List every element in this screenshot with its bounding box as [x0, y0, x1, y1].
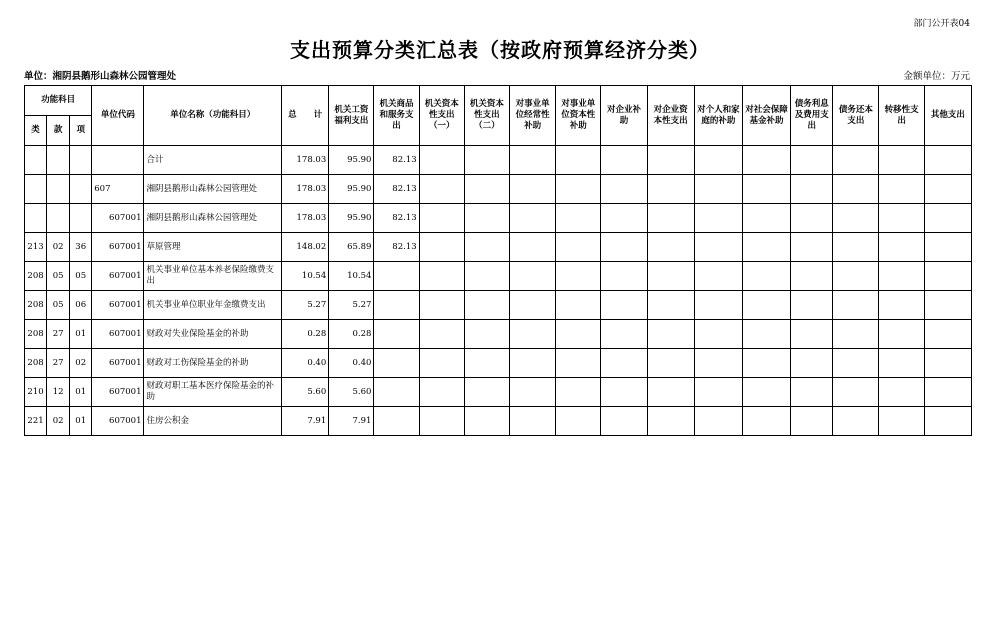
page-title: 支出预算分类汇总表（按政府预算经济分类） [290, 38, 710, 62]
expenditure-table [24, 85, 972, 436]
row-c14 [924, 204, 971, 233]
row-c9 [694, 407, 742, 436]
row-c13 [879, 262, 924, 291]
row-c14 [924, 320, 971, 349]
row-c9 [694, 320, 742, 349]
row-c10 [742, 378, 790, 407]
row-c12 [833, 291, 879, 320]
row-unit-code: 607001 [92, 349, 144, 378]
row-c6 [556, 204, 601, 233]
unit-name-label: 单位：湘阴县鹅形山森林公园管理处 [24, 71, 177, 82]
header-c6: 对事业单位资本性补助 [556, 86, 601, 146]
row-c10 [742, 175, 790, 204]
row-c2: 82.13 [374, 146, 419, 175]
row-c13 [879, 349, 924, 378]
row-lei: 208 [25, 320, 47, 349]
row-c1: 0.28 [329, 320, 374, 349]
row-c9 [694, 204, 742, 233]
row-c5 [510, 407, 556, 436]
table-row [25, 204, 972, 233]
row-c4 [464, 349, 509, 378]
row-kuan: 27 [47, 349, 70, 378]
row-c7 [601, 146, 647, 175]
row-xiang [70, 204, 92, 233]
row-unit-code: 607001 [92, 291, 144, 320]
row-xiang: 02 [70, 349, 92, 378]
row-c4 [464, 204, 509, 233]
row-c5 [510, 262, 556, 291]
row-lei: 210 [25, 378, 47, 407]
row-c7 [601, 262, 647, 291]
table-row [25, 407, 972, 436]
row-c2 [374, 407, 419, 436]
row-total: 7.91 [282, 407, 329, 436]
row-unit-name: 合计 [144, 146, 282, 175]
row-c11 [791, 204, 833, 233]
row-c8 [647, 320, 694, 349]
row-lei: 208 [25, 349, 47, 378]
row-unit-code: 607001 [92, 262, 144, 291]
row-kuan: 05 [47, 262, 70, 291]
row-lei: 213 [25, 233, 47, 262]
row-c10 [742, 204, 790, 233]
amount-unit-label: 金额单位：万元 [903, 71, 970, 82]
row-c12 [833, 320, 879, 349]
row-kuan [47, 146, 70, 175]
row-c13 [879, 291, 924, 320]
row-c4 [464, 146, 509, 175]
row-c1: 5.27 [329, 291, 374, 320]
row-c3 [419, 378, 464, 407]
row-total: 0.28 [282, 320, 329, 349]
header-lei: 类 [25, 116, 47, 146]
table-row [25, 175, 972, 204]
row-c7 [601, 378, 647, 407]
row-c8 [647, 175, 694, 204]
row-c14 [924, 407, 971, 436]
row-c8 [647, 291, 694, 320]
row-unit-name: 机关事业单位基本养老保险缴费支出 [144, 262, 282, 291]
table-row [25, 146, 972, 175]
row-c2: 82.13 [374, 204, 419, 233]
row-c3 [419, 204, 464, 233]
row-c11 [791, 175, 833, 204]
row-xiang: 01 [70, 378, 92, 407]
row-kuan [47, 175, 70, 204]
row-c2 [374, 262, 419, 291]
row-c6 [556, 320, 601, 349]
row-c7 [601, 291, 647, 320]
row-c1: 0.40 [329, 349, 374, 378]
row-c8 [647, 233, 694, 262]
row-total: 0.40 [282, 349, 329, 378]
row-unit-name: 湘阴县鹅形山森林公园管理处 [144, 175, 282, 204]
row-lei: 221 [25, 407, 47, 436]
header-c13: 转移性支出 [879, 86, 924, 146]
row-c13 [879, 175, 924, 204]
row-unit-name: 财政对工伤保险基金的补助 [144, 349, 282, 378]
header-c11: 债务利息及费用支出 [791, 86, 833, 146]
row-c12 [833, 175, 879, 204]
row-c10 [742, 407, 790, 436]
row-c13 [879, 204, 924, 233]
row-c2: 82.13 [374, 175, 419, 204]
header-c1: 机关工资福利支出 [329, 86, 374, 146]
row-c7 [601, 349, 647, 378]
row-c4 [464, 407, 509, 436]
row-c4 [464, 262, 509, 291]
row-c1: 95.90 [329, 146, 374, 175]
row-c12 [833, 262, 879, 291]
row-c8 [647, 204, 694, 233]
row-c5 [510, 204, 556, 233]
row-c2 [374, 349, 419, 378]
row-c5 [510, 320, 556, 349]
row-c6 [556, 291, 601, 320]
row-c7 [601, 320, 647, 349]
row-c4 [464, 320, 509, 349]
header-c14: 其他支出 [924, 86, 971, 146]
row-c7 [601, 204, 647, 233]
row-c14 [924, 175, 971, 204]
table-row [25, 291, 972, 320]
row-lei [25, 146, 47, 175]
row-c6 [556, 146, 601, 175]
header-c8: 对企业资本性支出 [647, 86, 694, 146]
row-c9 [694, 146, 742, 175]
header-unit-name: 单位名称（功能科目） [144, 86, 282, 146]
row-c5 [510, 349, 556, 378]
row-c13 [879, 378, 924, 407]
row-c12 [833, 204, 879, 233]
header-c7: 对企业补助 [601, 86, 647, 146]
row-c3 [419, 291, 464, 320]
row-c10 [742, 320, 790, 349]
row-unit-name: 机关事业单位职业年金缴费支出 [144, 291, 282, 320]
row-c6 [556, 175, 601, 204]
row-c13 [879, 233, 924, 262]
row-c8 [647, 262, 694, 291]
row-c14 [924, 262, 971, 291]
row-c11 [791, 349, 833, 378]
row-unit-code: 607001 [92, 407, 144, 436]
row-c4 [464, 175, 509, 204]
row-c9 [694, 262, 742, 291]
row-c12 [833, 146, 879, 175]
row-c8 [647, 378, 694, 407]
row-xiang: 05 [70, 262, 92, 291]
row-c9 [694, 233, 742, 262]
row-c1: 10.54 [329, 262, 374, 291]
row-c14 [924, 291, 971, 320]
row-kuan: 05 [47, 291, 70, 320]
row-c1: 65.89 [329, 233, 374, 262]
row-c2 [374, 291, 419, 320]
row-c5 [510, 291, 556, 320]
row-total: 148.02 [282, 233, 329, 262]
header-c2: 机关商品和服务支出 [374, 86, 419, 146]
row-c12 [833, 233, 879, 262]
row-c11 [791, 320, 833, 349]
row-c5 [510, 146, 556, 175]
row-c7 [601, 175, 647, 204]
row-c1: 95.90 [329, 175, 374, 204]
row-c6 [556, 262, 601, 291]
row-unit-name: 财政对失业保险基金的补助 [144, 320, 282, 349]
row-c13 [879, 320, 924, 349]
header-func-group: 功能科目 [25, 86, 92, 116]
row-total: 10.54 [282, 262, 329, 291]
row-c12 [833, 407, 879, 436]
header-total: 总 计 [282, 86, 329, 146]
row-xiang: 36 [70, 233, 92, 262]
row-c3 [419, 146, 464, 175]
row-xiang: 01 [70, 320, 92, 349]
row-c11 [791, 407, 833, 436]
row-unit-code: 607001 [92, 320, 144, 349]
row-unit-code: 607 [92, 175, 144, 204]
header-xiang: 项 [70, 116, 92, 146]
row-c10 [742, 146, 790, 175]
row-c10 [742, 233, 790, 262]
row-c1: 7.91 [329, 407, 374, 436]
row-total: 5.60 [282, 378, 329, 407]
row-c3 [419, 349, 464, 378]
row-c3 [419, 175, 464, 204]
row-c6 [556, 407, 601, 436]
row-xiang [70, 146, 92, 175]
row-c6 [556, 378, 601, 407]
row-unit-code [92, 146, 144, 175]
row-xiang: 06 [70, 291, 92, 320]
row-c14 [924, 233, 971, 262]
row-unit-name: 草原管理 [144, 233, 282, 262]
row-c9 [694, 291, 742, 320]
row-c3 [419, 233, 464, 262]
header-kuan: 款 [47, 116, 70, 146]
row-c5 [510, 233, 556, 262]
row-c10 [742, 349, 790, 378]
row-c8 [647, 349, 694, 378]
row-c6 [556, 233, 601, 262]
row-total: 178.03 [282, 175, 329, 204]
header-unit-code: 单位代码 [92, 86, 144, 146]
row-xiang: 01 [70, 407, 92, 436]
row-c3 [419, 320, 464, 349]
row-c4 [464, 378, 509, 407]
row-c14 [924, 378, 971, 407]
row-c11 [791, 262, 833, 291]
row-c14 [924, 146, 971, 175]
row-c13 [879, 407, 924, 436]
row-c12 [833, 378, 879, 407]
row-c11 [791, 291, 833, 320]
header-c3: 机关资本性支出（一） [419, 86, 464, 146]
row-total: 5.27 [282, 291, 329, 320]
header-c5: 对事业单位经常性补助 [510, 86, 556, 146]
row-kuan: 02 [47, 233, 70, 262]
row-kuan: 02 [47, 407, 70, 436]
row-c1: 5.60 [329, 378, 374, 407]
row-total: 178.03 [282, 204, 329, 233]
row-unit-name: 湘阴县鹅形山森林公园管理处 [144, 204, 282, 233]
row-total: 178.03 [282, 146, 329, 175]
row-c11 [791, 233, 833, 262]
row-c4 [464, 291, 509, 320]
row-c8 [647, 146, 694, 175]
row-c2 [374, 320, 419, 349]
header-c10: 对社会保障基金补助 [742, 86, 790, 146]
row-lei: 208 [25, 291, 47, 320]
row-unit-code: 607001 [92, 204, 144, 233]
row-c11 [791, 378, 833, 407]
row-kuan: 27 [47, 320, 70, 349]
table-row [25, 320, 972, 349]
row-unit-name: 住房公积金 [144, 407, 282, 436]
row-c9 [694, 349, 742, 378]
header-c4: 机关资本性支出（二） [464, 86, 509, 146]
row-xiang [70, 175, 92, 204]
row-c13 [879, 146, 924, 175]
row-unit-name: 财政对职工基本医疗保险基金的补助 [144, 378, 282, 407]
table-row [25, 378, 972, 407]
document-code: 部门公开表04 [913, 19, 970, 29]
row-c5 [510, 378, 556, 407]
row-c4 [464, 233, 509, 262]
row-c10 [742, 291, 790, 320]
row-unit-code: 607001 [92, 378, 144, 407]
row-c11 [791, 146, 833, 175]
table-row [25, 349, 972, 378]
row-c14 [924, 349, 971, 378]
row-c3 [419, 407, 464, 436]
row-lei [25, 175, 47, 204]
row-unit-code: 607001 [92, 233, 144, 262]
header-c9: 对个人和家庭的补助 [694, 86, 742, 146]
row-c3 [419, 262, 464, 291]
row-c7 [601, 233, 647, 262]
row-c9 [694, 378, 742, 407]
table-row [25, 262, 972, 291]
row-c6 [556, 349, 601, 378]
header-c12: 债务还本支出 [833, 86, 879, 146]
row-kuan: 12 [47, 378, 70, 407]
table-row [25, 233, 972, 262]
row-lei [25, 204, 47, 233]
row-c12 [833, 349, 879, 378]
row-c1: 95.90 [329, 204, 374, 233]
row-c5 [510, 175, 556, 204]
row-c10 [742, 262, 790, 291]
row-lei: 208 [25, 262, 47, 291]
row-c2: 82.13 [374, 233, 419, 262]
row-kuan [47, 204, 70, 233]
row-c8 [647, 407, 694, 436]
row-c2 [374, 378, 419, 407]
row-c7 [601, 407, 647, 436]
row-c9 [694, 175, 742, 204]
